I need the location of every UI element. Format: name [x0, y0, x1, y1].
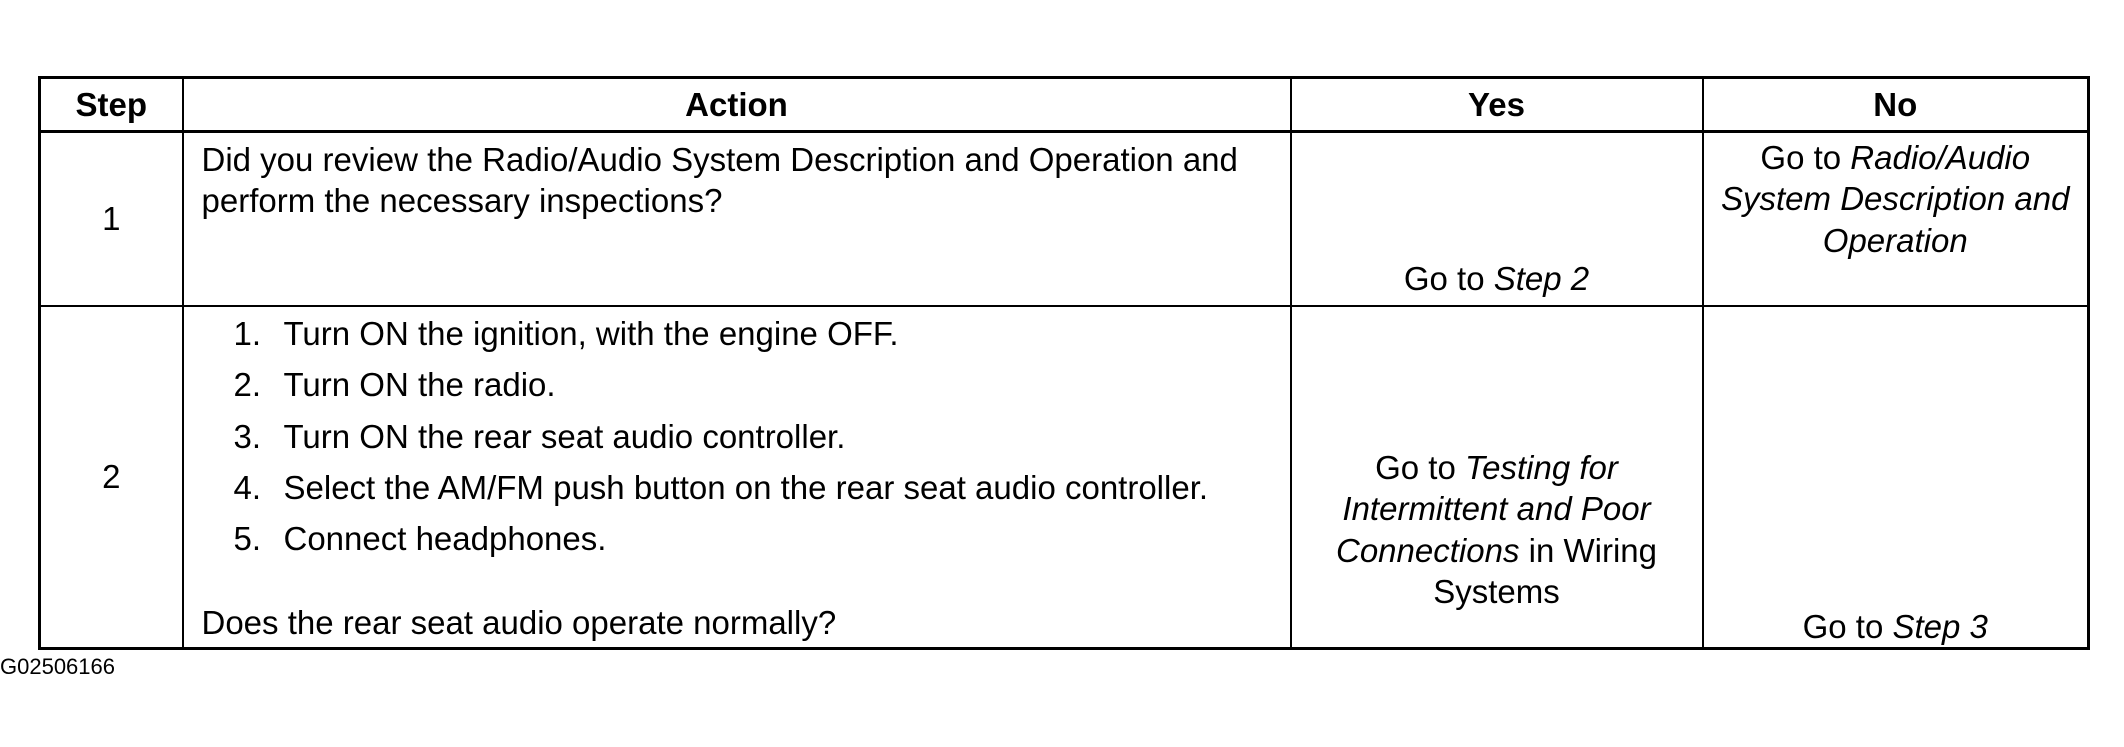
- yes-prefix: Go to: [1375, 449, 1465, 486]
- header-step: Step: [40, 78, 183, 132]
- action-cell: [183, 132, 1291, 307]
- table-row: [40, 306, 2089, 649]
- list-item: [202, 467, 1272, 508]
- list-item-number: 3.: [233, 417, 262, 455]
- header-yes: Yes: [1291, 78, 1703, 132]
- no-prefix: Go to: [1802, 607, 1893, 645]
- action-steps-list: [202, 313, 1272, 559]
- yes-prefix: Go to: [1403, 259, 1494, 297]
- header-row: [40, 78, 2089, 132]
- list-item-text: Turn ON the radio.: [283, 366, 556, 404]
- no-link[interactable]: Radio/Audio System Description and Operation: [1721, 139, 2070, 259]
- no-prefix: Go to: [1760, 139, 1851, 176]
- header-action: Action: [183, 78, 1291, 132]
- yes-link[interactable]: Step 2: [1493, 259, 1590, 297]
- list-item-number: 4.: [233, 468, 262, 506]
- step-number: 1: [40, 132, 183, 307]
- no-cell: [1703, 132, 2089, 307]
- question-text: Does the rear seat audio operate normally?: [201, 603, 837, 641]
- step-number: 2: [40, 306, 183, 649]
- list-item-text: Select the AM/FM push button on the rear seat audio controller.: [283, 468, 1209, 506]
- table-row: [40, 132, 2089, 307]
- no-cell: [1703, 306, 2089, 649]
- list-item: [202, 364, 1272, 405]
- yes-cell: [1291, 306, 1703, 649]
- no-link[interactable]: Step 3: [1892, 607, 1988, 645]
- yes-cell: [1291, 132, 1703, 307]
- action-cell: [183, 306, 1291, 649]
- no-result: [1712, 137, 2080, 261]
- yes-result: [1300, 258, 1694, 299]
- list-item: [202, 416, 1272, 457]
- list-item-number: 2.: [233, 366, 262, 404]
- list-item-number: 1.: [233, 315, 262, 352]
- diagnostic-table: [38, 76, 2090, 650]
- yes-result: [1300, 447, 1694, 612]
- yes-link[interactable]: Testing for Intermittent and Poor Connections: [1336, 449, 1651, 569]
- list-item-text: Turn ON the ignition, with the engine OFF.: [283, 315, 899, 352]
- header-no: No: [1703, 78, 2089, 132]
- yes-suffix: in Wiring Systems: [1433, 531, 1657, 610]
- list-item: [202, 313, 1272, 354]
- list-item-text: Connect headphones.: [283, 520, 607, 557]
- list-item: [202, 518, 1272, 559]
- figure-id: G02506166: [0, 654, 115, 679]
- list-item-number: 5.: [233, 520, 262, 557]
- no-result: [1712, 606, 2080, 647]
- list-item-text: Turn ON the rear seat audio controller.: [283, 417, 846, 455]
- action-text: Did you review the Radio/Audio System Description and Operation and perform the necessary inspections?: [201, 141, 1238, 220]
